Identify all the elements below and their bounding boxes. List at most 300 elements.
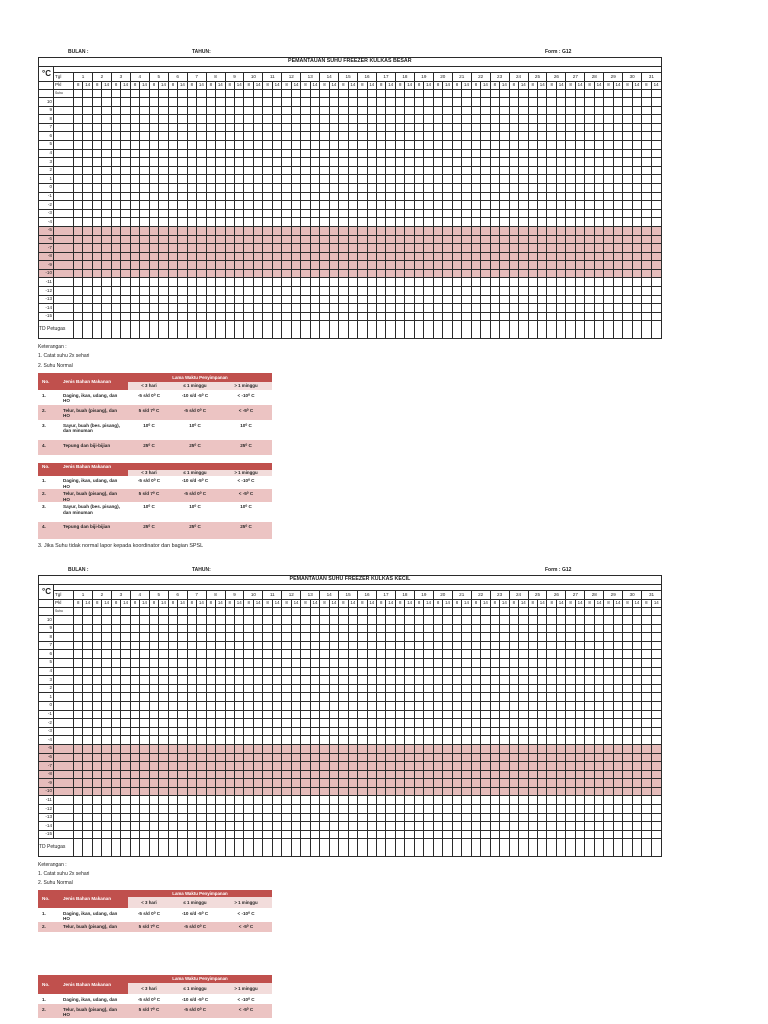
grid-cell [187, 727, 196, 736]
day-number: 24 [509, 73, 528, 82]
grid-cell [500, 779, 509, 788]
signature-cell [310, 839, 319, 856]
grid-cell [490, 123, 499, 132]
time-label: 8 [623, 82, 632, 90]
grid-cell [92, 158, 101, 167]
grid-cell [528, 261, 537, 270]
grid-cell [102, 183, 111, 192]
grid-cell [310, 710, 319, 719]
grid-cell [348, 218, 357, 227]
grid-cell [547, 295, 556, 304]
grid-cell [594, 710, 603, 719]
grid-cell [575, 278, 584, 287]
notes-heading: Keterangan : [38, 862, 67, 868]
ref-row-value: 10⁰ C [189, 504, 201, 509]
day-number: 22 [471, 73, 490, 82]
grid-cell [130, 727, 139, 736]
grid-cell [490, 650, 499, 659]
grid-cell [83, 719, 92, 728]
grid-cell [500, 710, 509, 719]
grid-cell [642, 796, 651, 805]
grid-cell [225, 701, 234, 710]
grid-cell [83, 304, 92, 313]
grid-cell [54, 762, 74, 771]
grid-cell [348, 650, 357, 659]
grid-cell [130, 192, 139, 201]
grid-cell [594, 304, 603, 313]
grid-cell [310, 787, 319, 796]
grid-cell [519, 123, 528, 132]
grid-cell [632, 158, 641, 167]
grid-cell [225, 616, 234, 625]
grid-cell [339, 295, 348, 304]
grid-cell [121, 166, 130, 175]
grid-cell [244, 158, 253, 167]
grid-cell [575, 658, 584, 667]
temperature-row [39, 744, 662, 753]
grid-cell [547, 140, 556, 149]
ref-row-no: 4. [42, 442, 46, 448]
grid-cell [74, 710, 83, 719]
grid-cell [301, 658, 310, 667]
grid-cell [651, 762, 661, 771]
grid-cell [395, 676, 404, 685]
grid-cell [585, 616, 594, 625]
grid-cell [339, 779, 348, 788]
grid-cell [556, 684, 565, 693]
grid-cell [225, 744, 234, 753]
grid-cell [462, 805, 471, 814]
grid-cell [358, 796, 367, 805]
grid-cell [613, 830, 622, 839]
grid-cell [623, 132, 632, 141]
grid-cell [111, 658, 120, 667]
grid-cell [604, 753, 613, 762]
grid-cell [395, 693, 404, 702]
time-label: 8 [509, 600, 518, 608]
grid-cell [395, 287, 404, 296]
grid-cell [225, 650, 234, 659]
grid-cell [623, 304, 632, 313]
time-label: 8 [585, 82, 594, 90]
grid-cell [102, 710, 111, 719]
grid-cell [386, 779, 395, 788]
grid-cell [358, 90, 367, 98]
time-label: 14 [651, 82, 661, 90]
grid-cell [244, 287, 253, 296]
grid-cell [594, 209, 603, 218]
grid-cell [272, 753, 281, 762]
grid-cell [310, 736, 319, 745]
grid-cell [197, 312, 206, 321]
grid-cell [149, 287, 158, 296]
grid-cell [272, 701, 281, 710]
grid-cell [244, 796, 253, 805]
grid-cell [329, 641, 338, 650]
grid-cell [594, 218, 603, 227]
grid-cell [386, 166, 395, 175]
grid-cell [159, 132, 168, 141]
grid-cell [642, 98, 651, 107]
grid-cell [216, 616, 225, 625]
grid-cell [168, 616, 177, 625]
form-title: PEMANTAUAN SUHU FREEZER KULKAS BESAR [39, 58, 662, 67]
grid-cell [187, 830, 196, 839]
grid-cell [244, 269, 253, 278]
grid-cell [613, 287, 622, 296]
grid-cell [178, 106, 187, 115]
grid-cell [490, 192, 499, 201]
grid-cell [253, 658, 262, 667]
grid-cell [367, 209, 376, 218]
grid-cell [528, 201, 537, 210]
grid-cell [253, 201, 262, 210]
grid-cell [462, 736, 471, 745]
grid-cell [358, 252, 367, 261]
grid-cell [377, 830, 386, 839]
grid-cell [433, 158, 442, 167]
grid-cell [178, 312, 187, 321]
grid-cell [358, 641, 367, 650]
grid-cell [348, 641, 357, 650]
ref-row-item-line: Sayur, buah (bes. pisang), [63, 422, 120, 428]
grid-cell [244, 770, 253, 779]
grid-cell [594, 624, 603, 633]
signature-cell [462, 839, 471, 856]
grid-cell [604, 209, 613, 218]
grid-cell [490, 295, 499, 304]
grid-cell [424, 830, 433, 839]
grid-cell [632, 641, 641, 650]
grid-cell [358, 608, 367, 616]
time-label: 8 [111, 600, 120, 608]
grid-cell [642, 244, 651, 253]
time-label: 8 [149, 600, 158, 608]
time-label: 14 [367, 82, 376, 90]
grid-cell [500, 226, 509, 235]
grid-cell [556, 736, 565, 745]
grid-cell [197, 693, 206, 702]
grid-cell [216, 633, 225, 642]
grid-cell [519, 770, 528, 779]
grid-cell [509, 98, 518, 107]
grid-cell [414, 166, 423, 175]
grid-cell [490, 218, 499, 227]
grid-cell [547, 719, 556, 728]
grid-cell [92, 201, 101, 210]
grid-cell [395, 667, 404, 676]
grid-cell [651, 287, 661, 296]
grid-cell [462, 813, 471, 822]
grid-cell [253, 693, 262, 702]
grid-cell [509, 796, 518, 805]
grid-cell [291, 269, 300, 278]
grid-cell [575, 787, 584, 796]
temperature-label: 9 [39, 624, 54, 633]
grid-cell [424, 616, 433, 625]
grid-cell [462, 235, 471, 244]
grid-cell [130, 287, 139, 296]
grid-cell [234, 304, 243, 313]
grid-cell [433, 261, 442, 270]
grid-cell [613, 813, 622, 822]
grid-cell [613, 98, 622, 107]
grid-cell [623, 209, 632, 218]
grid-cell [490, 261, 499, 270]
grid-cell [613, 805, 622, 814]
grid-cell [159, 90, 168, 98]
grid-cell [651, 701, 661, 710]
grid-cell [121, 269, 130, 278]
grid-cell [263, 624, 272, 633]
grid-cell [519, 175, 528, 184]
grid-cell [377, 719, 386, 728]
grid-cell [414, 115, 423, 124]
temperature-label: -8 [39, 252, 54, 261]
signature-cell [386, 321, 395, 338]
grid-cell [187, 624, 196, 633]
grid-cell [329, 106, 338, 115]
petugas-row [39, 839, 662, 856]
grid-cell [310, 235, 319, 244]
grid-cell [651, 633, 661, 642]
grid-cell [575, 106, 584, 115]
grid-cell [111, 226, 120, 235]
grid-cell [111, 261, 120, 270]
temperature-row [39, 149, 662, 158]
temperature-label: 10 [39, 616, 54, 625]
grid-cell [500, 98, 509, 107]
grid-cell [575, 770, 584, 779]
grid-cell [594, 641, 603, 650]
grid-cell [433, 252, 442, 261]
grid-cell [623, 822, 632, 831]
grid-cell [395, 744, 404, 753]
grid-cell [613, 226, 622, 235]
grid-cell [471, 261, 480, 270]
grid-cell [329, 779, 338, 788]
grid-cell [291, 813, 300, 822]
grid-cell [225, 209, 234, 218]
grid-cell [585, 641, 594, 650]
grid-cell [216, 244, 225, 253]
grid-cell [92, 744, 101, 753]
grid-cell [339, 744, 348, 753]
grid-cell [604, 650, 613, 659]
temperature-label: -9 [39, 261, 54, 270]
temperature-label: -5 [39, 226, 54, 235]
grid-cell [642, 235, 651, 244]
grid-cell [348, 701, 357, 710]
grid-cell [604, 158, 613, 167]
grid-cell [225, 641, 234, 650]
grid-cell [367, 244, 376, 253]
grid-cell [604, 261, 613, 270]
grid-cell [102, 106, 111, 115]
ref-row-no: 3. [42, 504, 46, 509]
grid-cell [234, 633, 243, 642]
grid-cell [102, 693, 111, 702]
grid-cell [140, 218, 149, 227]
grid-cell [377, 701, 386, 710]
temperature-label: -4 [39, 736, 54, 745]
grid-cell [140, 252, 149, 261]
grid-cell [500, 796, 509, 805]
grid-cell [74, 158, 83, 167]
ref-row-item [58, 1004, 128, 1018]
ref-header-item: Jenis Bahan Makanan [58, 975, 128, 994]
grid-cell [74, 701, 83, 710]
signature-cell [556, 321, 565, 338]
grid-cell [424, 166, 433, 175]
signature-cell [272, 321, 281, 338]
signature-cell [111, 321, 120, 338]
grid-cell [263, 312, 272, 321]
time-label: 14 [556, 82, 565, 90]
grid-cell [528, 166, 537, 175]
grid-cell [121, 115, 130, 124]
time-label: 14 [519, 82, 528, 90]
grid-cell [130, 641, 139, 650]
grid-cell [481, 304, 490, 313]
grid-cell [405, 175, 414, 184]
grid-cell [547, 736, 556, 745]
grid-cell [566, 183, 575, 192]
grid-cell [272, 158, 281, 167]
grid-cell [225, 149, 234, 158]
grid-cell [443, 226, 452, 235]
grid-cell [253, 90, 262, 98]
grid-cell [651, 641, 661, 650]
grid-cell [253, 218, 262, 227]
grid-cell [424, 770, 433, 779]
grid-cell [623, 140, 632, 149]
grid-cell [102, 779, 111, 788]
grid-cell [140, 132, 149, 141]
time-label: 8 [282, 600, 291, 608]
grid-cell [244, 830, 253, 839]
time-label: 14 [537, 600, 546, 608]
signature-cell [424, 839, 433, 856]
grid-cell [234, 787, 243, 796]
grid-cell [585, 744, 594, 753]
grid-cell [140, 295, 149, 304]
grid-cell [253, 719, 262, 728]
grid-cell [575, 796, 584, 805]
grid-cell [272, 261, 281, 270]
grid-cell [367, 641, 376, 650]
grid-cell [433, 235, 442, 244]
grid-cell [490, 209, 499, 218]
time-label: 14 [310, 82, 319, 90]
grid-cell [585, 192, 594, 201]
grid-cell [140, 312, 149, 321]
grid-cell [443, 201, 452, 210]
grid-cell [225, 244, 234, 253]
signature-cell [74, 839, 83, 856]
grid-cell [405, 106, 414, 115]
note-item: 1. Catat suhu 2x sehari [38, 871, 90, 877]
grid-cell [197, 261, 206, 270]
grid-cell [519, 192, 528, 201]
grid-cell [405, 727, 414, 736]
form-title: PEMANTAUAN SUHU FREEZER KULKAS KECIL [39, 576, 662, 585]
grid-cell [263, 201, 272, 210]
grid-cell [329, 90, 338, 98]
grid-cell [481, 166, 490, 175]
grid-cell [272, 132, 281, 141]
grid-cell [263, 822, 272, 831]
grid-cell [414, 201, 423, 210]
grid-cell [537, 608, 546, 616]
grid-cell [102, 822, 111, 831]
grid-cell [121, 226, 130, 235]
grid-cell [537, 813, 546, 822]
grid-cell [74, 201, 83, 210]
grid-cell [547, 796, 556, 805]
grid-cell [377, 158, 386, 167]
grid-cell [519, 693, 528, 702]
grid-cell [414, 658, 423, 667]
time-label: 8 [187, 82, 196, 90]
grid-cell [291, 830, 300, 839]
grid-cell [509, 633, 518, 642]
grid-cell [566, 201, 575, 210]
grid-cell [433, 787, 442, 796]
grid-cell [566, 218, 575, 227]
signature-cell [234, 321, 243, 338]
temperature-row [39, 633, 662, 642]
grid-cell [424, 822, 433, 831]
grid-cell [566, 166, 575, 175]
grid-cell [452, 753, 461, 762]
grid-cell [462, 123, 471, 132]
grid-cell [130, 762, 139, 771]
grid-cell [594, 90, 603, 98]
grid-cell [358, 779, 367, 788]
grid-cell [462, 676, 471, 685]
grid-cell [537, 787, 546, 796]
grid-cell [452, 736, 461, 745]
grid-cell [159, 608, 168, 616]
grid-cell [121, 770, 130, 779]
grid-cell [537, 650, 546, 659]
grid-cell [301, 710, 310, 719]
grid-cell [149, 753, 158, 762]
temperature-label: 2 [39, 166, 54, 175]
grid-cell [462, 633, 471, 642]
grid-cell [291, 90, 300, 98]
grid-cell [519, 796, 528, 805]
grid-cell [197, 304, 206, 313]
grid-cell [414, 762, 423, 771]
time-label: 14 [234, 82, 243, 90]
grid-cell [585, 676, 594, 685]
ref-subheader: > 1 minggu [220, 983, 272, 994]
grid-cell [92, 830, 101, 839]
grid-cell [130, 201, 139, 210]
grid-cell [339, 770, 348, 779]
grid-cell [272, 787, 281, 796]
grid-cell [339, 98, 348, 107]
grid-cell [102, 192, 111, 201]
grid-cell [272, 830, 281, 839]
grid-cell [367, 779, 376, 788]
grid-cell [481, 261, 490, 270]
grid-cell [632, 727, 641, 736]
grid-cell [216, 269, 225, 278]
grid-cell [585, 710, 594, 719]
